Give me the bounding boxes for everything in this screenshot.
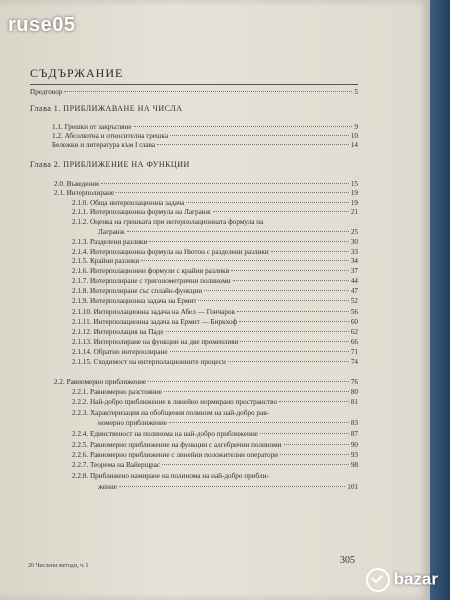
book-cover-edge [430, 0, 450, 600]
toc-entry [72, 257, 358, 265]
leader-dots [284, 444, 349, 445]
leader-dots [204, 290, 349, 291]
toc-entry-page: 15 [350, 180, 358, 188]
toc-entry [72, 199, 358, 207]
toc-entry [72, 388, 358, 396]
leader-dots [162, 464, 349, 465]
toc-entry-page: 101 [347, 483, 358, 491]
watermark-bottom-text: bazar [393, 569, 438, 589]
leader-dots [233, 280, 349, 281]
toc-entry-page: 90 [350, 441, 358, 449]
toc-entry-label: Предговор [30, 88, 63, 96]
leader-dots [141, 260, 349, 261]
toc-entry-label: 2.1.11. Интерполационна задача на Ермит — Биркхоф [72, 318, 238, 326]
toc-entry-label: Лагранж [98, 228, 125, 236]
toc-entry [98, 419, 358, 427]
leader-dots [280, 454, 349, 455]
watermark-bottom [366, 568, 438, 592]
toc-entry-page: 66 [350, 338, 358, 346]
toc-entry-label: жение [98, 483, 117, 491]
toc-entry-label: 2.2.3. Характеризация на обобщения полином на най-добро рав- [72, 409, 269, 417]
toc-entry-label: 2.1.5. Крайни разлики [72, 257, 140, 265]
toc-entry-page: 74 [350, 358, 358, 366]
leader-dots [169, 422, 349, 423]
toc-entry-page: 19 [350, 199, 358, 207]
toc-entry [72, 398, 358, 406]
toc-entry-label: 2.2.5. Равномерно приближение на функции с алгебрични полиноми [72, 441, 282, 449]
toc-entry-page: 83 [350, 419, 358, 427]
leader-dots [198, 300, 348, 301]
toc-chapter [30, 104, 358, 113]
leader-dots [279, 401, 349, 402]
toc-entry [72, 430, 358, 438]
toc-entry [72, 409, 358, 417]
toc-entry-page: 80 [350, 388, 358, 396]
toc-entry [72, 238, 358, 246]
toc-entry-page: 87 [350, 430, 358, 438]
toc-entry [52, 141, 358, 149]
toc-chapter [30, 160, 358, 169]
toc-entry [72, 451, 358, 459]
toc-entry-label: 2.0. Въведение [54, 180, 100, 188]
toc-entry [30, 88, 358, 96]
toc-entry-label: 2.1.15. Сходимост на интерполационните процеси [72, 358, 226, 366]
toc-entry [72, 218, 358, 226]
toc-entry-label: 2.2.6. Равномерно приближение с линейни положителни оператори [72, 451, 279, 459]
toc-entry-page: 52 [350, 297, 358, 305]
toc-entry-page: 37 [350, 267, 358, 275]
toc-entry-label: 2.1.9. Интерполационна задача на Ермит [72, 297, 197, 305]
toc-entry [52, 123, 358, 131]
leader-dots [239, 321, 349, 322]
check-logo-icon [366, 568, 390, 592]
toc-entry [72, 441, 358, 449]
toc-entry [72, 287, 358, 295]
leader-dots [231, 270, 348, 271]
toc-entry-page: 30 [350, 238, 358, 246]
toc-entry-page: 9 [354, 123, 358, 131]
toc-entry [72, 308, 358, 316]
toc-entry [72, 297, 358, 305]
toc-entry [52, 132, 358, 140]
toc-entry [72, 277, 358, 285]
toc-entry-label: 2.2.2. Най-добро приближение в линейно нормирано пространство [72, 398, 278, 406]
toc-entry-page: 81 [350, 398, 358, 406]
toc-entry-page: 44 [350, 277, 358, 285]
leader-dots [116, 192, 349, 193]
leader-dots [127, 231, 349, 232]
leader-dots [237, 311, 349, 312]
leader-dots [170, 351, 349, 352]
toc-entry [72, 248, 358, 256]
toc-entry-page: 33 [350, 248, 358, 256]
toc-entry-page: 10 [350, 132, 358, 140]
toc-entry-label: номерно приближение [98, 419, 168, 427]
toc-entry-page: 98 [350, 461, 358, 469]
toc-entry-label: 2.1.7. Интерполиране с тригонометрични полиноми [72, 277, 231, 285]
footer-note: 20 Числени методи, ч. I [28, 563, 88, 569]
leader-dots [64, 91, 352, 92]
toc-entry-page: 25 [350, 228, 358, 236]
toc-entry-label: Глава 1. ПРИБЛИЖАВАНЕ НА ЧИСЛА [30, 104, 183, 113]
toc-entry [98, 228, 358, 236]
toc-entry-label: 2.1.12. Интерполация на Паде [72, 328, 164, 336]
watermark-logo: ruse05 [8, 14, 76, 36]
toc-entry [72, 208, 358, 216]
leader-dots [101, 183, 349, 184]
toc-entry-page: 56 [350, 308, 358, 316]
toc-entry-label: 2.1.8. Интерполиране със сплайн-функции [72, 287, 203, 295]
leader-dots [260, 433, 349, 434]
toc-entry-page: 34 [350, 257, 358, 265]
toc-entry-label: 2.1.14. Обратно интерполиране [72, 348, 168, 356]
leader-dots [213, 211, 349, 212]
toc-entry-label: 2.1.6. Интерполационни формули с крайни разлики [72, 267, 230, 275]
toc-entry-page: 76 [350, 378, 358, 386]
toc-entry [72, 358, 358, 366]
leader-dots [228, 361, 349, 362]
toc-entry [72, 267, 358, 275]
toc-entry [54, 180, 358, 188]
page-title: СЪДЪРЖАНИЕ [30, 66, 124, 80]
toc-entry-page: 19 [350, 189, 358, 197]
toc-entry-label: 2.1.1. Интерполационна формула на Лагранж [72, 208, 211, 216]
leader-dots [240, 341, 348, 342]
toc-entry [72, 338, 358, 346]
toc-entry-label: 2.2.1. Равномерно разстояние [72, 388, 162, 396]
toc-entry [54, 378, 358, 386]
leader-dots [149, 241, 348, 242]
toc-entry [72, 318, 358, 326]
leader-dots [170, 135, 349, 136]
toc-entry-label: 2.1.0. Обща интерполационна задача [72, 199, 185, 207]
leader-dots [134, 126, 353, 127]
toc-entry-label: 2.1.2. Оценка на грешката при интерполационната формула на [72, 218, 264, 226]
toc-entry-label: 2.1. Интерполиране [54, 189, 115, 197]
leader-dots [148, 381, 349, 382]
leader-dots [271, 251, 349, 252]
leader-dots [186, 202, 348, 203]
toc-entry-page: 14 [350, 141, 358, 149]
toc-entry-label: 1.1. Грешки от закръгляне [52, 123, 132, 131]
toc-entry [72, 348, 358, 356]
leader-dots [164, 391, 349, 392]
toc-entry-page: 21 [350, 208, 358, 216]
toc-entry-page: 5 [354, 88, 358, 96]
toc-entry-page: 60 [350, 318, 358, 326]
toc-entry-label: 2.1.13. Интерполиране на функции на две променливи [72, 338, 239, 346]
toc-entry [54, 189, 358, 197]
page-number: 305 [340, 555, 355, 566]
leader-dots [119, 486, 345, 487]
toc-entry-label: 1.2. Абсолютна и относителна грешка [52, 132, 169, 140]
toc-entry-label: 2.2. Равномерно приближение [54, 378, 147, 386]
toc-entry-label: 2.1.3. Разделени разлики [72, 238, 148, 246]
toc-entry-label: 2.1.4. Интерполационна формула на Нютон с разделени разлики [72, 248, 269, 256]
toc-entry-label: 2.1.10. Интерполационна задача на Абел — Гончаров [72, 308, 235, 316]
toc-entry-label: Глава 2. ПРИБЛИЖЕНИЕ НА ФУНКЦИИ [30, 160, 190, 169]
toc-entry [98, 483, 358, 491]
toc-entry [72, 328, 358, 336]
toc-entry [72, 461, 358, 469]
leader-dots [166, 331, 349, 332]
toc-entry-label: 2.2.7. Теорема на Вайерщрас [72, 461, 161, 469]
toc-entry-label: 2.2.8. Приближено намиране на полинома на най-добро прибли- [72, 472, 269, 480]
toc-entry-page: 71 [350, 348, 358, 356]
toc-entry-label: Бележки и литература към I глава [52, 141, 156, 149]
toc-entry-page: 93 [350, 451, 358, 459]
leader-dots [157, 144, 349, 145]
toc-entry-page: 62 [350, 328, 358, 336]
toc-entry [72, 472, 358, 480]
toc-entry-page: 47 [350, 287, 358, 295]
toc-entry-label: 2.2.4. Единственост на полинома на най-добро приближение [72, 430, 258, 438]
